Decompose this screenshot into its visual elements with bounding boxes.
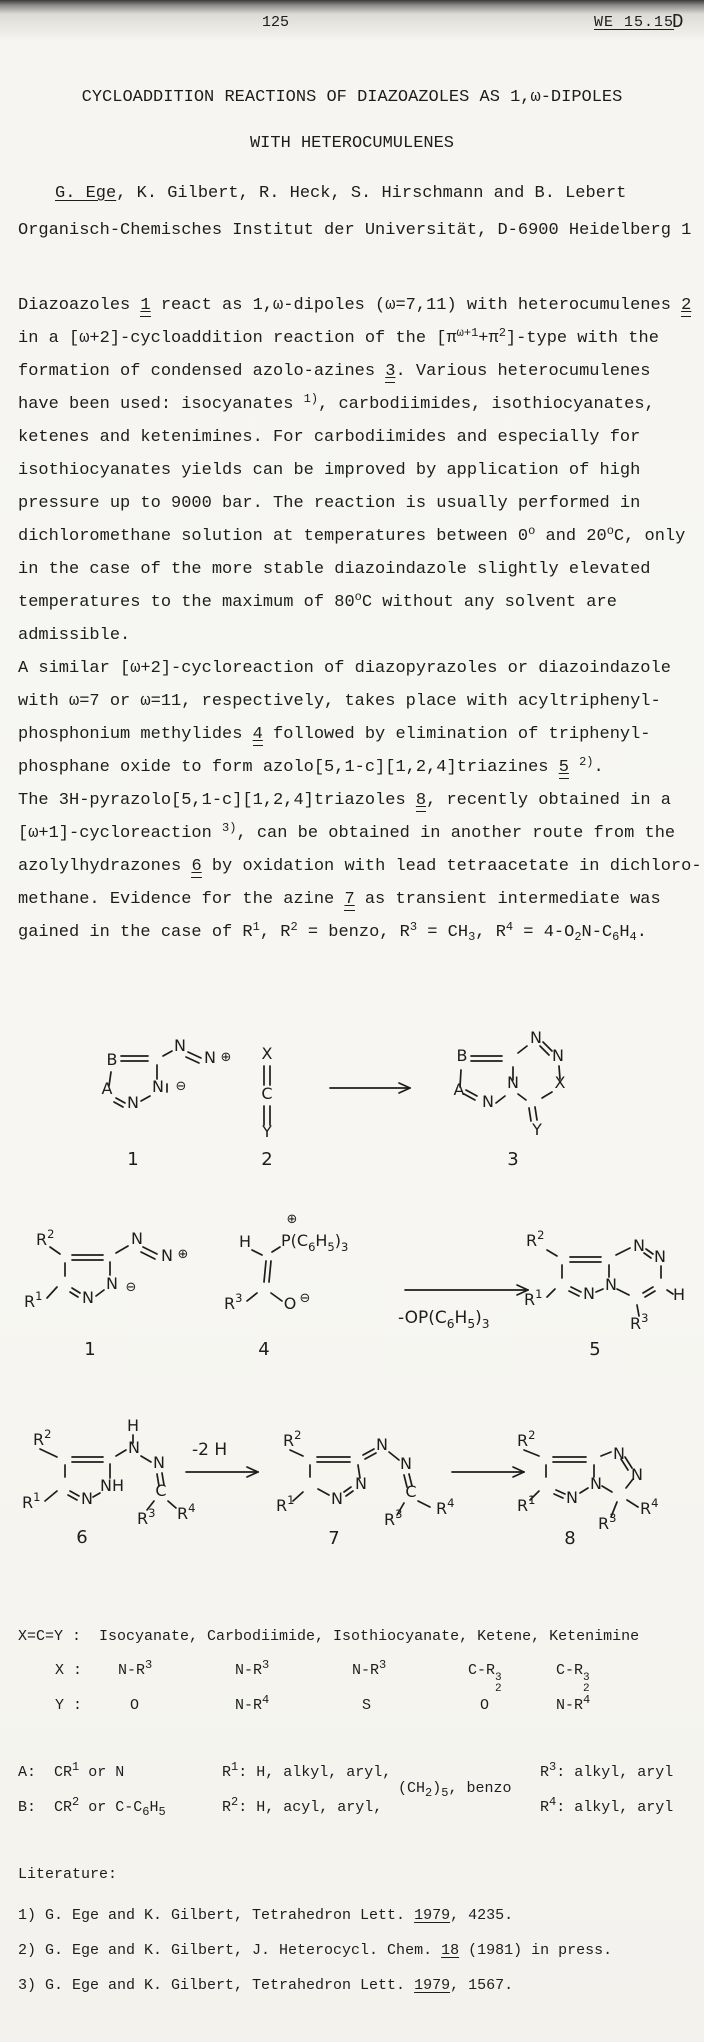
atom-label: N	[631, 1465, 643, 1484]
literature-heading: Literature:	[18, 1866, 118, 1883]
bond	[645, 1291, 655, 1297]
body-line: have been used: isocyanates $^{1)}$, carbodiimides, isothiocyanates,	[18, 392, 655, 414]
atom-label: N	[530, 1028, 542, 1047]
bond	[72, 1288, 80, 1293]
author-presenting: G. Ege	[55, 184, 117, 203]
atom-label: N	[605, 1275, 617, 1294]
bond	[627, 1500, 638, 1507]
bond	[93, 1493, 100, 1497]
bond	[141, 1252, 155, 1259]
scheme-caption: 7	[328, 1528, 340, 1549]
body-line: in a [ω+2]-cycloaddition reaction of the $[\pi^{\omega+1}+\pi^2]$-type with the	[18, 326, 659, 348]
definition-item: $R^2$: H, acyl, aryl,	[222, 1795, 383, 1816]
bond	[344, 1487, 351, 1492]
atom-label: $R^4$	[640, 1496, 659, 1518]
bond	[556, 1490, 565, 1494]
atom-label: $R^3$	[137, 1506, 156, 1528]
atom-label: $R^1$	[524, 1287, 543, 1309]
bond	[47, 1287, 57, 1298]
bond	[116, 1246, 128, 1253]
cumulene-cell: $N-R^4$	[556, 1693, 591, 1714]
bond	[143, 1247, 157, 1254]
atom-label: N	[654, 1247, 666, 1266]
atom-label: N	[174, 1036, 186, 1055]
bond	[617, 1289, 629, 1295]
scheme-caption: 6	[76, 1527, 88, 1548]
bond	[644, 1253, 651, 1258]
atom-label: $R^3$	[224, 1291, 243, 1313]
bond	[70, 1292, 78, 1297]
atom-label: NH	[100, 1476, 124, 1495]
bond	[596, 1289, 603, 1292]
atom-label: N	[161, 1246, 173, 1265]
bond	[518, 1094, 526, 1100]
bond	[318, 1489, 329, 1495]
atom-label: $R^2$	[526, 1228, 545, 1250]
atom-label: $R^3$	[598, 1511, 617, 1533]
atom-label: N	[81, 1489, 93, 1508]
cumulene-header-lhs: X=C=Y :	[18, 1628, 82, 1645]
cumulene-cell: C-R 3 2	[556, 1662, 590, 1695]
bond	[163, 1051, 172, 1056]
bond	[40, 1449, 57, 1457]
scheme-caption: 5	[589, 1339, 601, 1360]
scheme-3-hydrazone-oxidation	[0, 1415, 704, 1555]
reference-item: 2) G. Ege and K. Gilbert, J. Heterocycl. Chem. 18 (1981) in press.	[18, 1942, 613, 1959]
atom-label: X	[554, 1073, 566, 1092]
scheme-1-azole-plus-heterocumulene	[0, 1015, 704, 1177]
atom-label: N	[482, 1092, 494, 1111]
atom-label: N	[355, 1474, 367, 1493]
body-line: azolylhydrazones 6 by oxidation with lead tetraacetate in dichloro-	[18, 857, 702, 876]
atom-label: N	[613, 1444, 625, 1463]
page-number: 125	[262, 14, 290, 31]
atom-label: N	[633, 1236, 645, 1255]
authors-rest: , K. Gilbert, R. Heck, S. Hirschmann and B. Lebert	[116, 184, 627, 203]
session-code: WE 15.15	[594, 14, 675, 31]
cumulene-cell: $N-R^4$	[235, 1693, 270, 1714]
bond	[96, 1290, 104, 1296]
bond	[290, 1450, 303, 1456]
atom-label: $R^1$	[276, 1493, 295, 1515]
atom-label: N	[153, 1453, 165, 1472]
bond	[116, 1450, 126, 1456]
affiliation: Organisch-Chemisches Institut der Universität, D-6900 Heidelberg 1	[18, 221, 692, 240]
bond	[45, 1491, 57, 1501]
bond	[547, 1289, 555, 1297]
reference-item: 3) G. Ege and K. Gilbert, Tetrahedron Lett. 1979, 1567.	[18, 1977, 514, 1994]
atom-label: B	[456, 1046, 468, 1065]
atom-label: N	[331, 1489, 343, 1508]
bond	[646, 1249, 653, 1254]
scheme-2-diazopyrazole-ylide	[0, 1210, 704, 1368]
bond	[271, 1293, 282, 1301]
atom-label: $R^1$	[24, 1289, 43, 1311]
atom-label: A	[101, 1079, 113, 1098]
scheme-caption: 8	[564, 1528, 576, 1549]
bond	[186, 1057, 199, 1063]
bond	[346, 1491, 353, 1496]
scheme-caption: 1	[127, 1149, 139, 1170]
atom-label: $R^2$	[33, 1427, 52, 1449]
bond	[264, 1261, 266, 1282]
body-line: phosphonium methylides 4 followed by elimination of triphenyl-	[18, 725, 651, 744]
cumulene-cell: O	[130, 1697, 140, 1714]
cumulene-cell: O	[480, 1697, 490, 1714]
atom-label: N	[82, 1288, 94, 1307]
body-line: [ω+1]-cycloreaction $^{3)}$, can be obtained in another route from the	[18, 821, 676, 843]
bond	[293, 1492, 303, 1501]
body-line: gained in the case of $R^1$, $R^2$ = benzo, $R^3 = CH_3$, $R^4 = 4-O_2N-C_6H_4$.	[18, 920, 647, 944]
atom-label: ⊕	[286, 1212, 298, 1227]
cumulene-header	[18, 1628, 639, 1646]
atom-label: N	[106, 1274, 118, 1293]
atom-label: ⊖	[125, 1280, 137, 1295]
atom-label: B	[106, 1050, 118, 1069]
bond	[580, 1488, 588, 1493]
atom-label: $R^1$	[22, 1490, 41, 1512]
authors	[55, 184, 626, 204]
atom-label: N	[376, 1435, 388, 1454]
bond	[643, 1287, 653, 1293]
definition-item: $R^4$: alkyl, aryl	[540, 1795, 674, 1816]
bond	[542, 1092, 552, 1098]
atom-label: N	[507, 1073, 519, 1092]
definition-item: $(CH_2)_5$, benzo	[398, 1780, 512, 1800]
definition-item: A: $CR^1$ or N	[18, 1760, 125, 1781]
atom-label: X	[261, 1044, 273, 1063]
atom-label: O	[283, 1294, 297, 1313]
scheme-caption: 1	[84, 1339, 96, 1360]
bond	[168, 1501, 176, 1508]
session-letter: D	[672, 11, 684, 33]
cumulene-cell: C-R 3 2	[468, 1662, 502, 1695]
bond	[389, 1452, 399, 1460]
cumulene-cell: $N-R^3$	[352, 1658, 387, 1679]
body-line: dichloromethane solution at temperatures between 0$^o$ and 20$^o$C, only	[18, 524, 686, 546]
bond	[569, 1291, 579, 1296]
cumulene-row-label: X :	[55, 1662, 83, 1679]
bond	[518, 1046, 527, 1053]
atom-label: N	[583, 1284, 595, 1303]
body-line: A similar [ω+2]-cycloreaction of diazopyrazoles or diazoindazole	[18, 659, 671, 678]
cumulene-cell: $N-R^3$	[118, 1658, 153, 1679]
atom-label: N	[566, 1488, 578, 1507]
bond	[141, 1456, 151, 1462]
atom-label: H	[672, 1285, 686, 1304]
cumulene-header-items: Isocyanate, Carbodiimide, Isothiocyanate, Ketene, Ketenimine	[81, 1628, 640, 1645]
bond	[252, 1250, 262, 1255]
body-line: isothiocyanates yields can be improved by application of high	[18, 461, 641, 480]
atom-label: ⊖	[299, 1291, 311, 1306]
atom-label: Y	[262, 1122, 272, 1141]
atom-label: A	[453, 1080, 465, 1099]
bond	[272, 1247, 280, 1252]
paper-title-line2: WITH HETEROCUMULENES	[249, 134, 455, 153]
atom-label: $R^2$	[36, 1227, 55, 1249]
atom-label: $R^3$	[384, 1507, 403, 1529]
definition-item: $R^1$: H, alkyl, aryl,	[222, 1760, 392, 1781]
atom-label: $P(C_6H_5)_3$	[281, 1231, 349, 1254]
atom-label: N	[590, 1474, 602, 1493]
cumulene-cell: $N-R^3$	[235, 1658, 270, 1679]
atom-label: N	[152, 1077, 164, 1096]
atom-label: N	[128, 1438, 140, 1457]
bond	[68, 1495, 77, 1500]
bond	[188, 1052, 201, 1058]
bond	[601, 1452, 611, 1456]
definition-item: B: $CR^2$ or $C-C_6H_5$	[18, 1795, 166, 1819]
body-line: admissible.	[18, 626, 131, 645]
body-line: in the case of the more stable diazoindazole slightly elevated	[18, 560, 651, 579]
bond	[554, 1494, 563, 1498]
atom-label: $R^4$	[177, 1501, 196, 1523]
body-line: pressure up to 9000 bar. The reaction is usually performed in	[18, 494, 641, 513]
reference-item: 1) G. Ege and K. Gilbert, Tetrahedron Lett. 1979, 4235.	[18, 1907, 514, 1924]
atom-label: ⊖	[175, 1079, 187, 1094]
atom-label: ⊕	[177, 1247, 189, 1262]
atom-label: $R^4$	[436, 1496, 455, 1518]
body-line: phosphane oxide to form azolo[5,1-c][1,2,4]triazines 5 $^{2)}$.	[18, 755, 604, 777]
scheme-caption: 4	[258, 1339, 270, 1360]
bond	[50, 1247, 60, 1254]
body-line: Diazoazoles 1 react as 1,ω-dipoles (ω=7,11) with heterocumulenes 2	[18, 296, 692, 315]
atom-label: ⊕	[220, 1050, 232, 1065]
bond	[116, 1098, 125, 1103]
scheme-caption: 3	[507, 1149, 519, 1170]
bond	[547, 1250, 557, 1256]
body-line: temperatures to the maximum of 80$^o$C without any solvent are	[18, 590, 617, 612]
definition-item: $R^3$: alkyl, aryl	[540, 1760, 674, 1781]
paper-title-line1: CYCLOADDITION REACTIONS OF DIAZOAZOLES AS 1,ω-DIPOLES	[81, 88, 623, 107]
body-line: with ω=7 or ω=11, respectively, takes place with acyltriphenyl-	[18, 692, 661, 711]
atom-label: N	[131, 1229, 143, 1248]
bond	[70, 1491, 79, 1496]
atom-label: C	[155, 1481, 167, 1500]
atom-label: H	[238, 1232, 252, 1251]
atom-label: Y	[532, 1120, 542, 1139]
arrow-annotation: $-OP(C_6H_5)_3$	[398, 1308, 490, 1331]
atom-label: C	[405, 1482, 417, 1501]
cumulene-cell: S	[362, 1697, 372, 1714]
bond	[602, 1486, 612, 1492]
body-line: The 3H-pyrazolo[5,1-c][1,2,4]triazoles 8, recently obtained in a	[18, 791, 671, 810]
bond	[529, 1108, 531, 1121]
bond	[141, 1096, 150, 1101]
bond	[418, 1501, 430, 1507]
bond	[496, 1096, 505, 1103]
arrow-annotation: -2 H	[192, 1440, 228, 1460]
bond	[616, 1248, 630, 1255]
bond	[114, 1102, 123, 1107]
atom-label: $R^2$	[517, 1428, 536, 1450]
bond	[247, 1293, 257, 1301]
bond	[524, 1450, 539, 1456]
atom-label: N	[400, 1454, 412, 1473]
bond	[535, 1107, 537, 1120]
cumulene-row-label: Y :	[55, 1697, 83, 1714]
atom-label: N	[127, 1093, 139, 1112]
bond	[269, 1261, 271, 1282]
atom-label: $R^2$	[283, 1428, 302, 1450]
body-line: methane. Evidence for the azine 7 as transient intermediate was	[18, 890, 661, 909]
body-line: formation of condensed azolo-azines 3. Various heterocumulenes	[18, 362, 651, 381]
bond	[571, 1287, 581, 1292]
atom-label: C	[261, 1084, 273, 1103]
body-line: ketenes and ketenimines. For carbodiimides and especially for	[18, 428, 641, 447]
atom-label: $R^1$	[517, 1493, 536, 1515]
atom-label: N	[204, 1048, 216, 1067]
atom-label: N	[552, 1046, 564, 1065]
atom-label: H	[126, 1416, 140, 1435]
scheme-caption: 2	[261, 1149, 273, 1170]
atom-label: $R^3$	[630, 1311, 649, 1333]
